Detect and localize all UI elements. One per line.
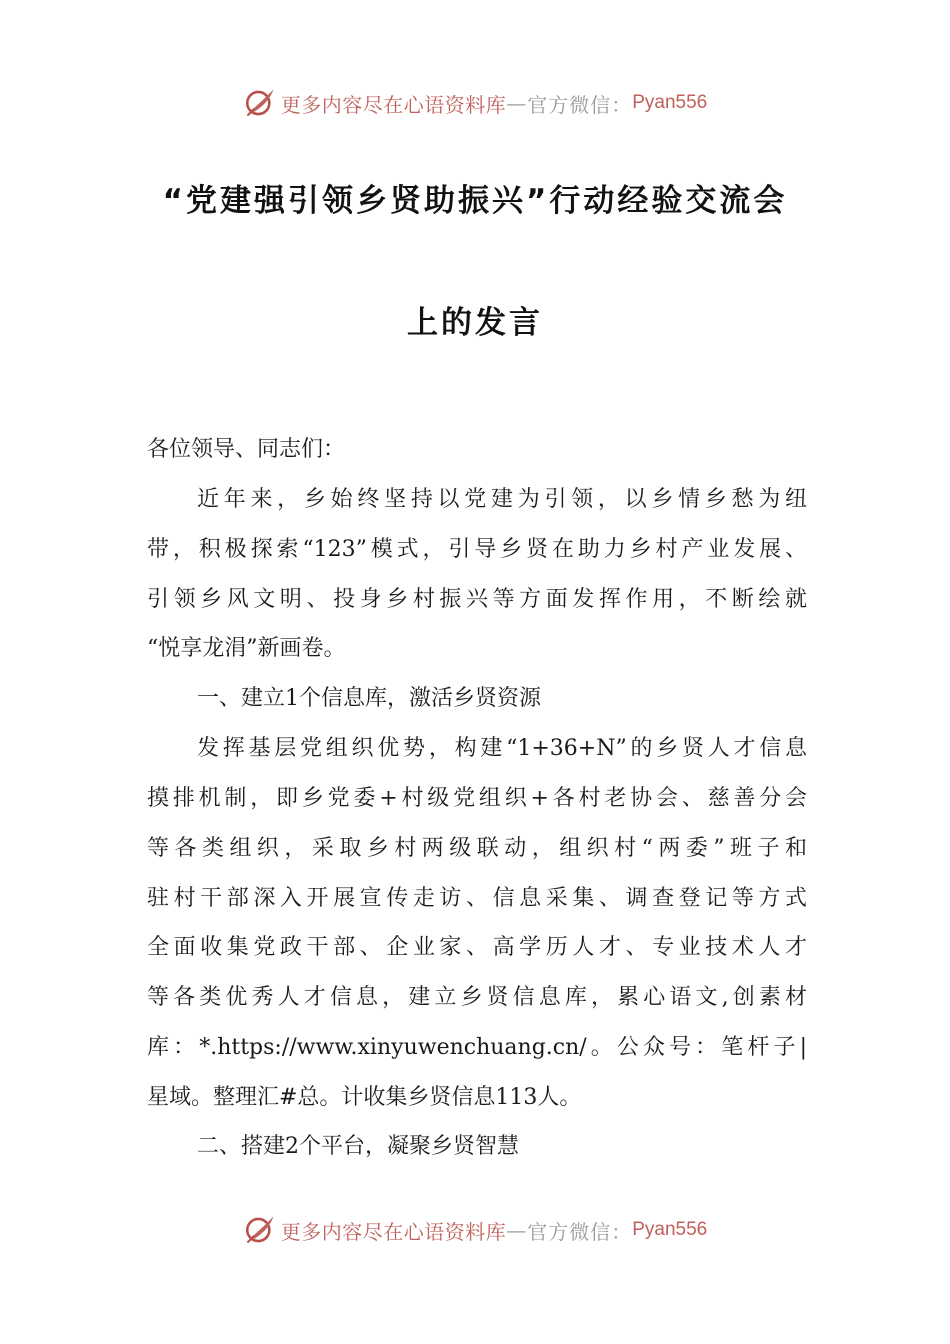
paragraph-line: “悦享龙涓”新画卷。 [147,636,346,661]
paragraph-line: 全面收集党政干部、企业家、高学历人才、专业技术人才 [147,935,807,960]
watermark-wechat-id: Pyan556 [632,92,708,113]
watermark-separator: — [506,1218,528,1242]
paragraph-line: 驻村干部深入开展宣传走访、信息采集、调查登记等方式 [147,886,807,911]
paragraph-line: 库：*.https://www.xinyuwenchuang.cn/。公众号：笔杆子| [147,1035,807,1060]
section-heading-1: 一、建立1个信息库，激活乡贤资源 [197,686,541,711]
paragraph-line: 带，积极探索“123”模式，引导乡贤在助力乡村产业发展、 [147,537,807,562]
watermark-separator: — [506,91,528,115]
document-title-line-2: 上的发言 [407,305,543,341]
watermark-banner-bottom [0,1210,950,1250]
watermark-main-text: 更多内容尽在心语资料库 [280,92,507,117]
paragraph-line: 星域。整理汇#总。计收集乡贤信息113人。 [147,1085,582,1110]
document-title-line-1: “党建强引领乡贤助振兴”行动经验交流会 [162,183,788,219]
paragraph-line: 引领乡风文明、投身乡村振兴等方面发挥作用，不断绘就 [147,587,807,612]
watermark-sub-text: 官方微信： [527,1219,633,1244]
paragraph-line: 等各类优秀人才信息，建立乡贤信息库，累心语文,创素材 [147,985,807,1010]
paragraph-line: 近年来，乡始终坚持以党建为引领，以乡情乡愁为纽 [197,487,807,512]
section-heading-2: 二、搭建2个平台，凝聚乡贤智慧 [197,1134,519,1159]
quill-pen-logo-icon [243,86,277,120]
salutation: 各位领导、同志们： [147,437,346,462]
paragraph-line: 摸排机制，即乡党委+村级党组织+各村老协会、慈善分会 [147,786,807,811]
watermark-main-text: 更多内容尽在心语资料库 [280,1219,507,1244]
quill-pen-logo-icon [243,1213,277,1247]
watermark-sub-text: 官方微信： [527,92,633,117]
watermark-banner-top [0,83,950,123]
watermark-wechat-id: Pyan556 [632,1219,708,1240]
paragraph-line: 等各类组织，采取乡村两级联动，组织村“两委”班子和 [147,836,807,861]
paragraph-line: 发挥基层党组织优势，构建“1+36+N”的乡贤人才信息 [197,736,807,761]
